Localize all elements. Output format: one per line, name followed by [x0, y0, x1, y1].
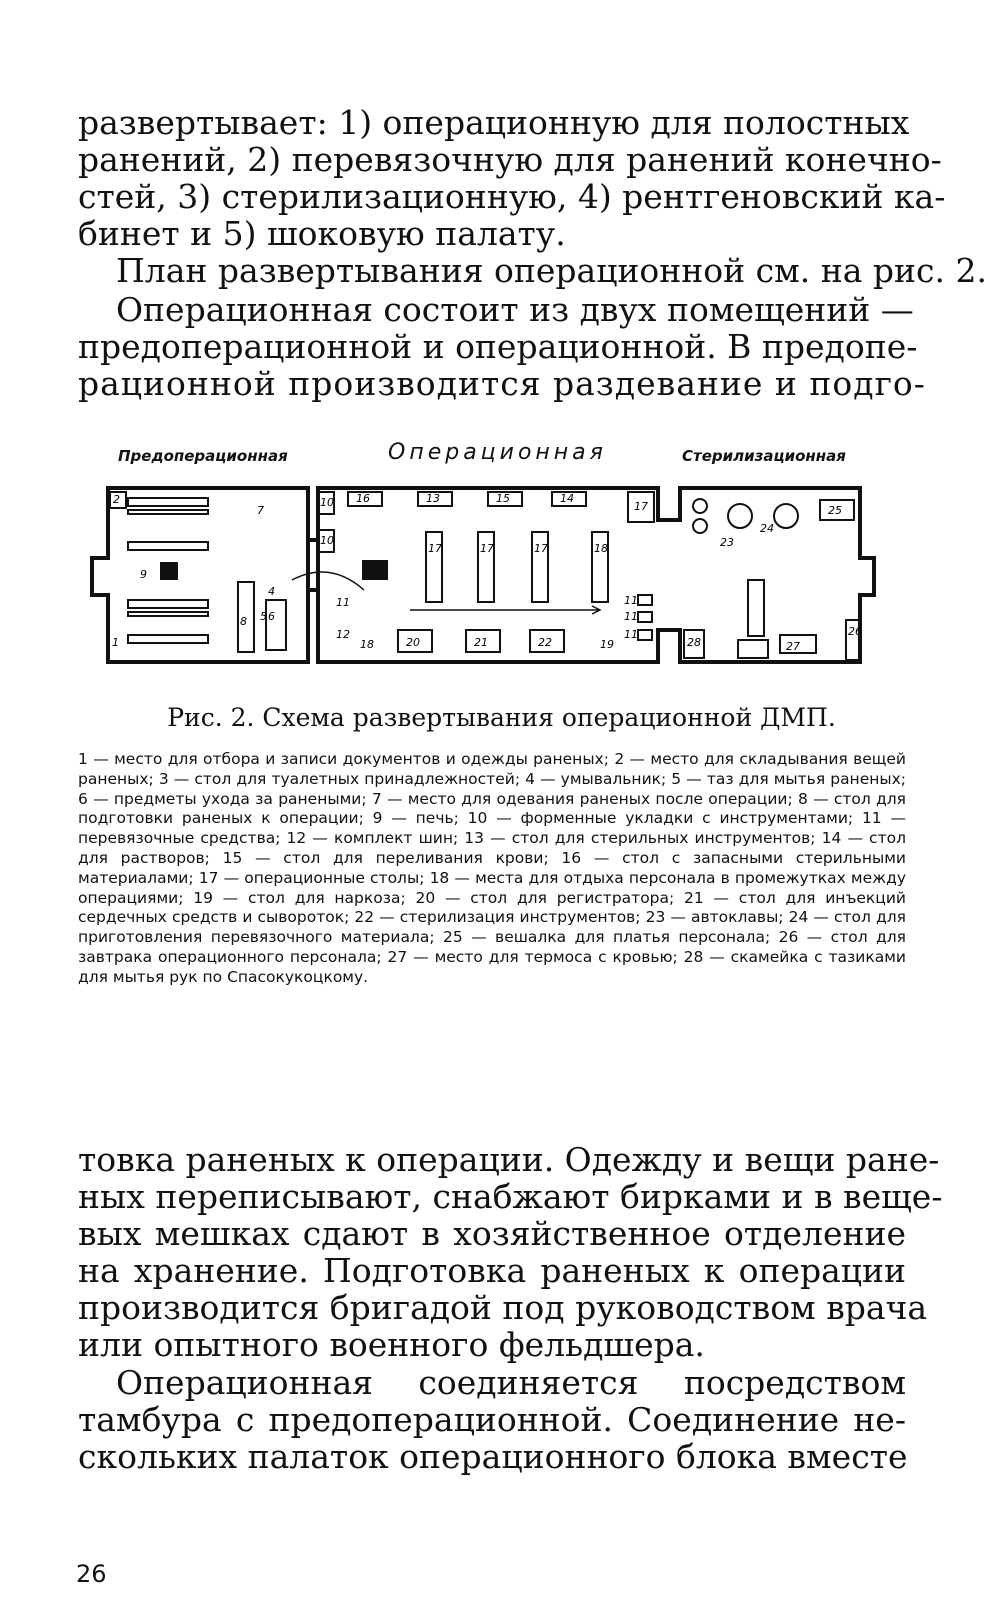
room-label-op: Операционная — [388, 440, 607, 465]
plan-stoves — [160, 560, 388, 580]
plan-number: 13 — [426, 492, 440, 505]
text-line: Операционная состоит из двух помещений — — [116, 290, 914, 329]
room-label-steril: Стерилизационная — [682, 447, 846, 465]
plan-number: 27 — [786, 640, 800, 653]
text-line: бинет и 5) шоковую палату. — [78, 214, 566, 253]
plan-number: 18 — [594, 542, 608, 555]
text-line: производится бригадой под руководством врача — [78, 1288, 928, 1327]
text-line: тамбура с предоперационной. Соединение не- — [78, 1400, 906, 1439]
plan-number: 26 — [848, 625, 862, 638]
paragraph-rooms — [78, 290, 926, 403]
plan-number: 8 — [240, 615, 247, 628]
plan-number: 4 — [268, 585, 275, 598]
plan-number: 19 — [600, 638, 614, 651]
text-line: предоперационной и операционной. В предопе- — [78, 327, 918, 366]
plan-number: 21 — [474, 636, 488, 649]
paragraph-plan — [78, 251, 987, 290]
plan-number: 20 — [406, 636, 420, 649]
floor-plan-diagram — [80, 470, 880, 670]
text-line: вых мешках сдают в хозяйственное отделение — [78, 1214, 906, 1253]
plan-number: 22 — [538, 636, 552, 649]
plan-number: 17 — [634, 500, 648, 513]
text-line: развертывает: 1) операционную для полостных — [78, 103, 910, 142]
plan-furniture — [110, 492, 860, 660]
plan-number: 25 — [828, 504, 842, 517]
paragraph-last — [78, 1364, 906, 1475]
plan-number: 7 — [257, 504, 264, 517]
plan-number: 17 — [534, 542, 548, 555]
plan-number: 16 — [356, 492, 370, 505]
plan-number: 2 — [113, 493, 120, 506]
text-line: товка раненых к операции. Одежду и вещи ране- — [78, 1140, 940, 1179]
plan-number: 6 — [268, 610, 275, 623]
plan-number: 10 — [320, 496, 334, 509]
plan-number: 10 — [320, 534, 334, 547]
text-line: ранений, 2) перевязочную для ранений конечно- — [78, 140, 942, 179]
text-line: рационной производится раздевание и подго- — [78, 364, 926, 403]
plan-number: 9 — [140, 568, 147, 581]
plan-numbers — [112, 492, 862, 653]
plan-number: 17 — [480, 542, 494, 555]
paragraph-after — [78, 1140, 943, 1364]
page-number: 26 — [76, 1560, 107, 1588]
plan-number: 14 — [560, 492, 574, 505]
plan-number: 28 — [687, 636, 701, 649]
text-line: стей, 3) стерилизационную, 4) рентгеновский ка- — [78, 177, 946, 216]
plan-number: 23 — [720, 536, 734, 549]
plan-number: 11 — [624, 610, 638, 623]
plan-number: 24 — [760, 522, 774, 535]
plan-number: 11 — [336, 596, 350, 609]
plan-number: 15 — [496, 492, 510, 505]
plan-number: 1 — [112, 636, 119, 649]
text-line: скольких палаток операционного блока вместе — [78, 1437, 908, 1476]
text-line: ных переписывают, снабжают бирками и в веще- — [78, 1177, 943, 1216]
plan-number: 11 — [624, 628, 638, 641]
text-line: или опытного военного фельдшера. — [78, 1325, 705, 1364]
room-label-preop: Предоперационная — [118, 447, 288, 465]
plan-number: 12 — [336, 628, 350, 641]
plan-number: 11 — [624, 594, 638, 607]
figure-caption: Рис. 2. Схема развертывания операционной ДМП. — [167, 703, 836, 732]
text-line: Операционная соединяется посредством — [116, 1363, 906, 1402]
plan-number: 17 — [428, 542, 442, 555]
text-line: План развертывания операционной см. на рис. 2. — [116, 251, 987, 290]
plan-number: 5 — [260, 610, 267, 623]
plan-number: 18 — [360, 638, 374, 651]
text-line: на хранение. Подготовка раненых к операции — [78, 1251, 906, 1290]
paragraph-top — [78, 103, 946, 253]
figure-legend: 1 — место для отбора и записи документов и одежды раненых; 2 — место для складывания вещей раненых; 3 — стол для туалетных принадлежностей; 4 — умывальник; 5 — таз для мытья раненых; 6 — предметы ухода за ранеными; 7 — место для одевания раненых после операции; 8 — стол для подготовки раненых к операции; 9 — печь; 10 — форменные укладки с инструментами; 11 — перевязочные средства; 12 — комплект шин; 13 — стол для стерильных инструментов; 14 — стол для растворов; 15 — стол для переливания крови; 16 — стол с запасными стерильными материалами; 17 — операционные столы; 18 — места для отдыха персонала в промежутках между операциями; 19 — стол для наркоза; 20 — стол для регистратора; 21 — стол для инъекций сердечных средств и сывороток; 22 — стерилизация инструментов; 23 — автоклавы; 24 — стол для приготовления перевязочного материала; 25 — вешалка для платья персонала; 26 — стол для завтрака операционного персонала; 27 — место для термоса с кровью; 28 — скамейка с тазиками для мытья рук по Спасокукоцкому. — [78, 750, 906, 986]
